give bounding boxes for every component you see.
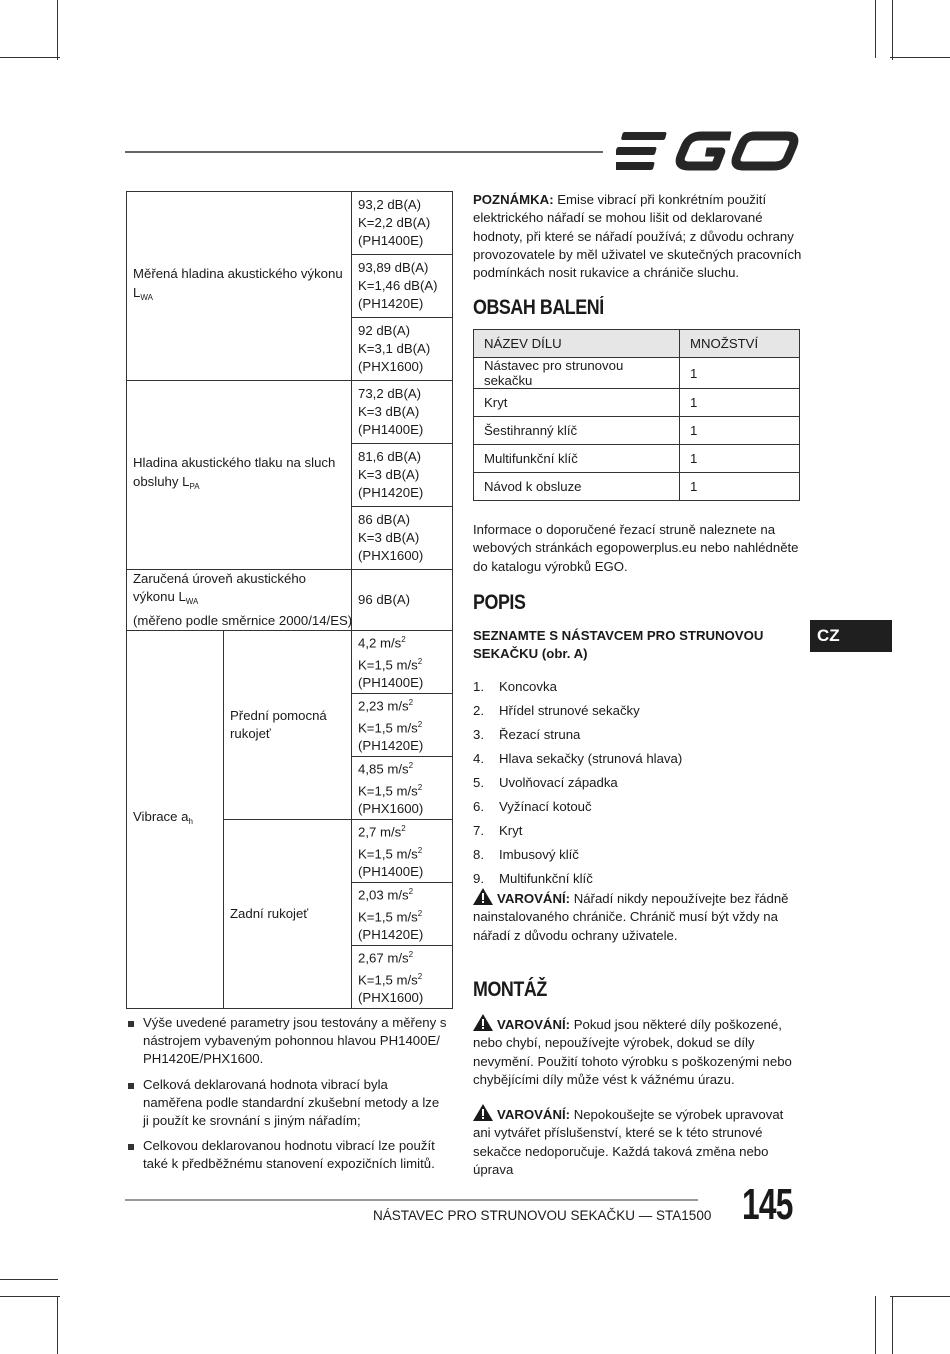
list-item: Výše uvedené parametry jsou testovány a měřeny s nástrojem vybaveným pohonnou hlavou PH1400E/ PH1420E/PHX1600. <box>128 1014 448 1069</box>
sound-pressure-value: 73,2 dB(A) K=3 dB(A) (PH1400E) <box>352 381 453 444</box>
list-item: 9. Multifunkční klíč <box>473 871 593 886</box>
front-vibration-value: 4,2 $m/s^2$ K=1,5 $m/s^2$ (PH1400E) <box>352 630 453 693</box>
sound-pressure-value: 81,6 dB(A) K=3 dB(A) (PH1420E) <box>352 444 453 507</box>
specifications-table <box>126 191 453 1009</box>
crop-mark <box>875 1296 876 1354</box>
list-item: 8. Imbusový klíč <box>473 847 579 862</box>
crop-mark <box>0 57 60 58</box>
list-item: 5. Uvolňovací západka <box>473 775 618 790</box>
table-row <box>474 417 800 445</box>
rear-vibration-value: 2,03 $m/s^2$ K=1,5 $m/s^2$ (PH1420E) <box>352 882 453 945</box>
parts-list <box>473 675 682 891</box>
sound-power-value: 93,89 dB(A) K=1,46 dB(A) (PH1420E) <box>352 255 453 318</box>
warning-damaged-parts: VAROVÁNÍ: Pokud jsou některé díly poškozené, nebo chybí, nepoužívejte výrobek, dokud se díly nevymění. Použití tohoto výrobku s poškozenými nebo chybějícími díly může vést k vážnému úrazu. <box>473 1014 803 1089</box>
crop-mark <box>875 0 876 58</box>
table-cell: 1 <box>680 358 800 389</box>
list-item: 3. Řezací struna <box>473 727 581 742</box>
sound-power-value: 92 dB(A) K=3,1 dB(A) (PHX1600) <box>352 318 453 381</box>
description-heading: POPIS <box>473 591 526 614</box>
notes-list <box>128 1014 448 1181</box>
list-item: 2. Hřídel strunové sekačky <box>473 703 640 718</box>
list-item: 1. Koncovka <box>473 679 557 694</box>
table-cell: 1 <box>680 473 800 501</box>
vibration-note: POZNÁMKA: Emise vibrací při konkrétním použití elektrického nářadí se mohou lišit od deklarované hodnoty, při které se nářadí používá; z důvodu ochrany provozovatele by měl uživatel ve skutečných pracovních podmínkách nosit rukavice a chrániče sluchu. <box>473 192 802 281</box>
footer-rule <box>125 1199 698 1201</box>
sound-power-label-cell: Měřená hladina akustického výkonu $L_{WA}$ <box>127 192 352 381</box>
front-vibration-value: 2,23 $m/s^2$ K=1,5 $m/s^2$ (PH1420E) <box>352 693 453 756</box>
crop-mark <box>57 0 58 60</box>
table-cell: Šestihranný klíč <box>474 417 680 445</box>
warning-icon <box>473 1014 493 1031</box>
table-cell: 1 <box>680 445 800 473</box>
column-header: MNOŽSTVÍ <box>680 330 800 358</box>
list-item: Celkovou deklarovanou hodnotu vibrací lze použít také k předběžnému stanovení expozičních limitů. <box>128 1137 448 1173</box>
header-rule <box>125 151 603 153</box>
description-subheading: SEZNAMTE S NÁSTAVCEM PRO STRUNOVOU SEKAČKU (obr. A) <box>473 628 764 662</box>
table-row <box>474 389 800 417</box>
sound-pressure-value: 86 dB(A) K=3 dB(A) (PHX1600) <box>352 507 453 570</box>
table-cell: Kryt <box>474 389 680 417</box>
table-cell: Návod k obsluze <box>474 473 680 501</box>
list-item: Celková deklarovaná hodnota vibrací byla naměřena podle standardní zkušební metody a lze ji použít ke srovnání s jiným nářadím; <box>128 1076 448 1131</box>
line-info-paragraph: Informace o doporučené řezací struně naleznete na webových stránkách egopowerplus.eu nebo nahlédněte do katalogu výrobků EGO. <box>473 522 799 574</box>
front-vibration-value: 4,85 $m/s^2$ K=1,5 $m/s^2$ (PHX1600) <box>352 756 453 819</box>
footer-title: NÁSTAVEC PRO STRUNOVOU SEKAČKU — STA1500 <box>373 1208 712 1223</box>
column-header: NÁZEV DÍLU <box>474 330 680 358</box>
sound-pressure-label-cell: Hladina akustického tlaku na sluch obsluhy $L_{PA}$ <box>127 381 352 570</box>
crop-mark <box>892 0 893 60</box>
warning-modifications: VAROVÁNÍ: Nepokoušejte se výrobek upravovat ani vytvářet příslušenství, které se k této strunové sekačce nedoporučuje. Každá taková změna nebo úprava <box>473 1104 803 1179</box>
table-row <box>474 473 800 501</box>
crop-mark <box>0 1296 60 1297</box>
vibration-label-cell: Vibrace $a_h$ <box>127 630 224 1008</box>
table-cell: Multifunkční klíč <box>474 445 680 473</box>
crop-mark <box>890 1296 950 1297</box>
assembly-heading: MONTÁŽ <box>473 978 547 1001</box>
front-handle-label: Přední pomocná rukojeť <box>224 630 352 819</box>
guaranteed-sound-label-cell: Zaručená úroveň akustického výkonu $L_{WA}$ (měřeno podle směrnice 2000/14/ES) <box>127 570 352 631</box>
rear-vibration-value: 2,67 $m/s^2$ K=1,5 $m/s^2$ (PHX1600) <box>352 945 453 1008</box>
table-row <box>474 358 800 389</box>
warning-guard: VAROVÁNÍ: Nářadí nikdy nepoužívejte bez řádně nainstalovaného chrániče. Chránič musí být vždy na nářadí z důvodu ochrany uživatele. <box>473 888 803 945</box>
crop-mark <box>892 1296 893 1354</box>
page-number: 145 <box>742 1180 793 1229</box>
list-item: 6. Vyžínací kotouč <box>473 799 592 814</box>
rear-handle-label: Zadní rukojeť <box>224 819 352 1008</box>
ego-logo <box>616 128 800 174</box>
warning-icon <box>473 888 493 905</box>
package-contents-table <box>473 329 800 501</box>
list-item: 7. Kryt <box>473 823 523 838</box>
table-cell: 1 <box>680 417 800 445</box>
crop-mark <box>890 57 950 58</box>
sound-power-value: 93,2 dB(A) K=2,2 dB(A) (PH1400E) <box>352 192 453 255</box>
crop-mark <box>57 1296 58 1354</box>
list-item: 4. Hlava sekačky (strunová hlava) <box>473 751 683 766</box>
warning-icon <box>473 1104 493 1121</box>
package-heading: OBSAH BALENÍ <box>473 296 604 319</box>
language-tab: CZ <box>810 620 892 652</box>
rear-vibration-value: 2,7 $m/s^2$ K=1,5 $m/s^2$ (PH1400E) <box>352 819 453 882</box>
table-cell: Nástavec pro strunovou sekačku <box>474 358 680 389</box>
guaranteed-sound-value: 96 dB(A) <box>352 570 453 631</box>
table-cell: 1 <box>680 389 800 417</box>
crop-mark <box>0 1279 58 1280</box>
table-row <box>474 445 800 473</box>
